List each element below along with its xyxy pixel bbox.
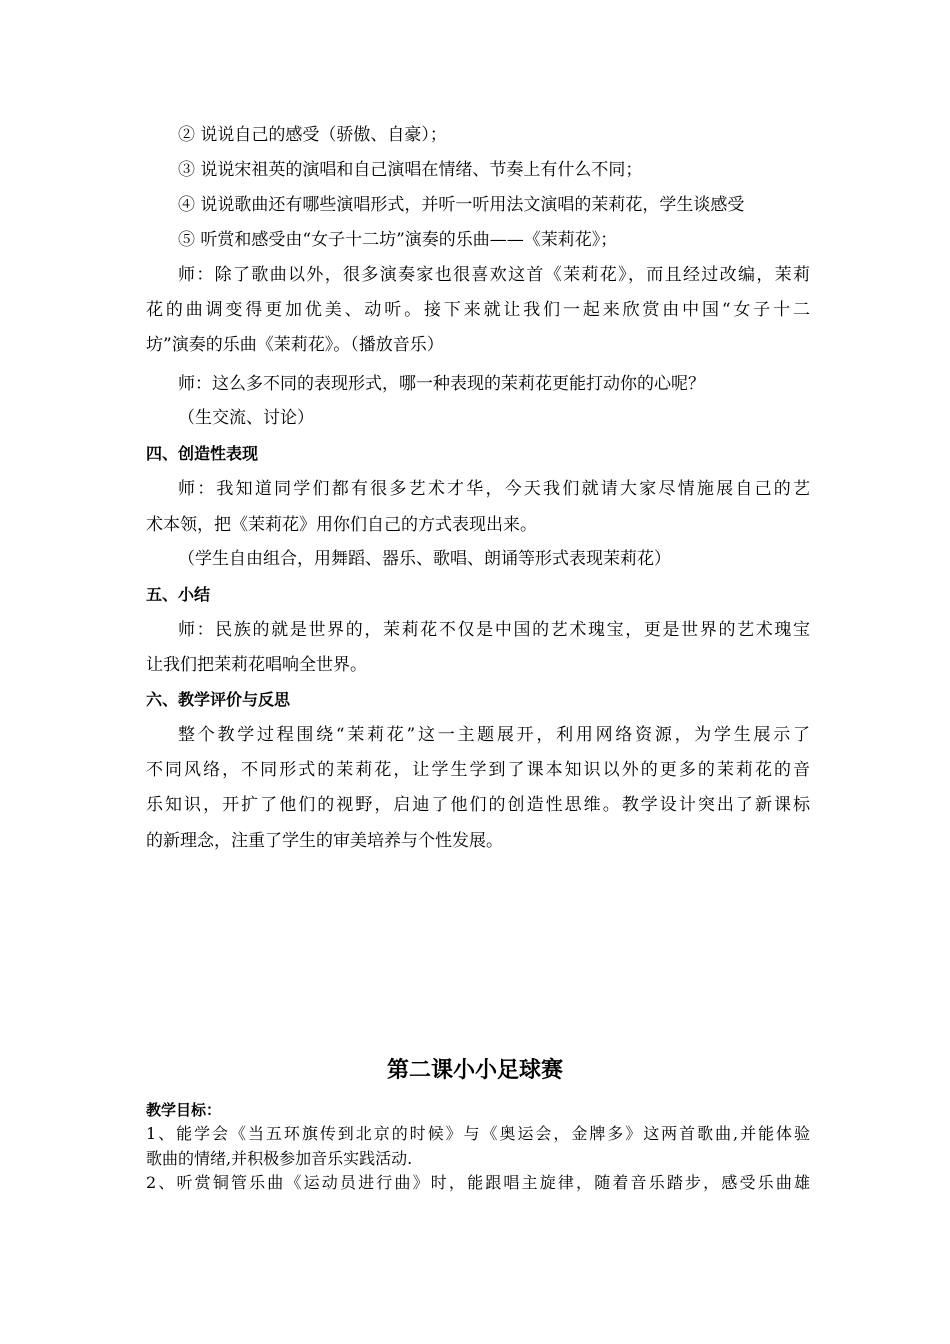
lesson-title: 第二课小小足球赛 [386, 1058, 563, 1083]
objective-line: 1、能学会《当五环旗传到北京的时候》与《奥运会，金牌多》这两首歌曲,并能体验 [146, 1124, 810, 1143]
paragraph-line: 乐知识，开扩了他们的视野，启迪了他们的创造性思维。教学设计突出了新课标 [146, 795, 810, 815]
paragraph-line: 术本领，把《茉莉花》用你们自己的方式表现出来。 [146, 515, 537, 535]
paragraph-line: 让我们把茉莉花唱响全世界。 [146, 655, 367, 675]
paragraph-line: 不同风络，不同形式的茉莉花，让学生学到了课本知识以外的更多的茉莉花的音 [146, 760, 810, 780]
paragraph-line: 师：民族的就是世界的，茉莉花不仅是中国的艺术瑰宝，更是世界的艺术瑰宝 [178, 620, 810, 640]
paragraph-line: 花的曲调变得更加优美、动听。接下来就让我们一起来欣赏由中国“女子十二 [146, 300, 810, 320]
paragraph-line: 的新理念，注重了学生的审美培养与个性发展。 [146, 831, 503, 851]
paragraph-line: 坊”演奏的乐曲《茉莉花》。（播放音乐） [146, 335, 444, 355]
paragraph-line: 师：除了歌曲以外，很多演奏家也很喜欢这首《茉莉花》，而且经过改编，茉莉 [178, 265, 810, 285]
list-item: ⑤ 听赏和感受由“女子十二坊”演奏的乐曲——《茉莉花》； [178, 230, 618, 250]
paragraph-line: （学生自由组合，用舞蹈、器乐、歌唱、朗诵等形式表现茉莉花） [178, 549, 671, 569]
objective-line: 2、听赏铜管乐曲《运动员进行曲》时，能跟唱主旋律，随着音乐踏步，感受乐曲雄 [146, 1173, 810, 1192]
section-heading: 六、教学评价与反思 [146, 690, 291, 709]
list-item: ③ 说说宋祖英的演唱和自己演唱在情绪、节奏上有什么不同； [178, 160, 643, 180]
paragraph-line: 师：我知道同学们都有很多艺术才华，今天我们就请大家尽情施展自己的艺 [178, 479, 810, 499]
list-item: ④ 说说歌曲还有哪些演唱形式，并听一听用法文演唱的茉莉花，学生谈感受 [178, 195, 745, 215]
paragraph-line: （生交流、讨论） [178, 408, 314, 428]
section-heading: 四、创造性表现 [146, 444, 259, 463]
paragraph-line: 整个教学过程围绕“茉莉花”这一主题展开，利用网络资源，为学生展示了 [178, 725, 810, 745]
objective-line: 歌曲的情绪,并积极参加音乐实践活动. [146, 1149, 413, 1168]
paragraph-line: 师：这么多不同的表现形式，哪一种表现的茉莉花更能打动你的心呢？ [178, 374, 705, 394]
objectives-heading: 教学目标： [146, 1101, 222, 1119]
list-item: ② 说说自己的感受（骄傲、自豪）； [178, 125, 447, 145]
section-heading: 五、小结 [146, 585, 211, 604]
